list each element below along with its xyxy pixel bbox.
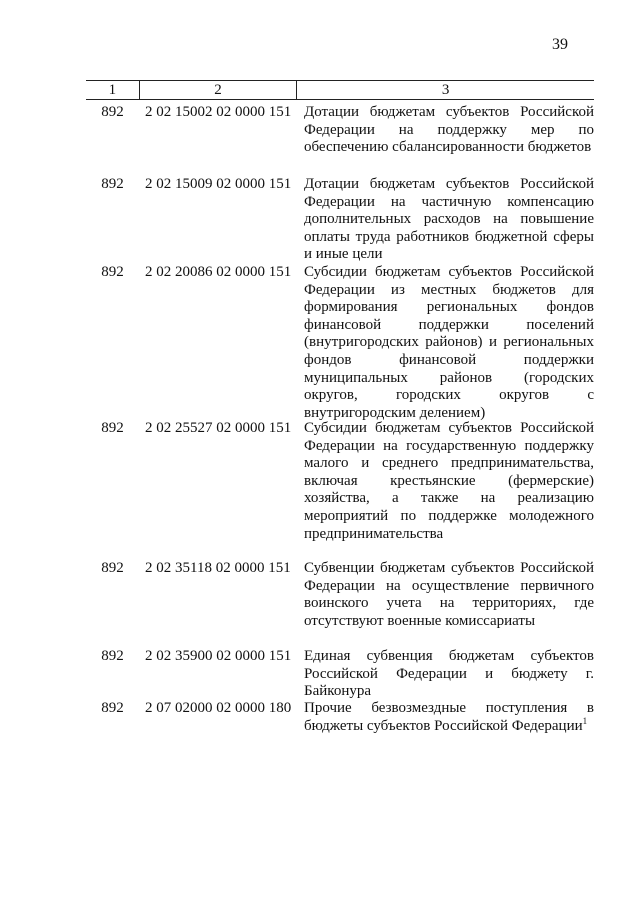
admin-code: 892: [101, 648, 124, 664]
budget-code: 2 02 15009 02 0000 151: [145, 176, 292, 192]
income-name: Единая субвенция бюджетам субъектов Российской Федерации и бюджету г. Байконура: [304, 648, 594, 700]
admin-code: 892: [101, 104, 124, 120]
table-body: [86, 104, 594, 760]
page-number: 39: [552, 36, 568, 53]
table-row: [86, 700, 594, 760]
admin-code: 892: [101, 264, 124, 280]
budget-code: 2 02 20086 02 0000 151: [145, 264, 292, 280]
admin-code: 892: [101, 420, 124, 436]
footnote-marker: 1: [582, 715, 588, 726]
income-name: Дотации бюджетам субъектов Российской Федерации на поддержку мер по обеспечению сбалансированности бюджетов: [304, 104, 594, 156]
income-name: Субсидии бюджетам субъектов Российской Федерации из местных бюджетов для формирования региональных фондов финансовой поддержки поселений (внутригородских районов) и региональных фондов финансовой поддержки муниципальных районов (городских округов, городских округов с внутригородским делением): [304, 264, 594, 421]
income-name: [304, 700, 594, 735]
column-header-2: 2: [139, 81, 296, 100]
budget-code: 2 02 35118 02 0000 151: [145, 560, 291, 576]
budget-code: 2 02 35900 02 0000 151: [145, 648, 292, 664]
admin-code: 892: [101, 560, 124, 576]
budget-code: 2 02 15002 02 0000 151: [145, 104, 292, 120]
table-row: [86, 420, 594, 560]
column-header-3: 3: [297, 81, 594, 100]
table-row: [86, 264, 594, 420]
admin-code: 892: [101, 700, 124, 716]
table-row: [86, 648, 594, 700]
table-row: [86, 104, 594, 176]
table-header: [86, 80, 594, 100]
table-row: [86, 176, 594, 264]
income-name-text: Прочие безвозмездные поступления в бюджеты субъектов Российской Федерации: [304, 700, 594, 734]
budget-code: 2 02 25527 02 0000 151: [145, 420, 292, 436]
income-name: Дотации бюджетам субъектов Российской Федерации на частичную компенсацию дополнительных расходов на повышение оплаты труда работников бюджетной сферы и иные цели: [304, 176, 594, 263]
admin-code: 892: [101, 176, 124, 192]
income-name: Субсидии бюджетам субъектов Российской Федерации на государственную поддержку малого и среднего предпринимательства, включая крестьянские (фермерские) хозяйства, а также на реализацию мероприятий по поддержке молодежного предпринимательства: [304, 420, 594, 542]
income-name: Субвенции бюджетам субъектов Российской Федерации на осуществление первичного воинского учета на территориях, где отсутствуют военные комиссариаты: [304, 560, 594, 629]
table-row: [86, 560, 594, 648]
budget-code: 2 07 02000 02 0000 180: [145, 700, 292, 716]
column-header-1: 1: [86, 81, 139, 100]
